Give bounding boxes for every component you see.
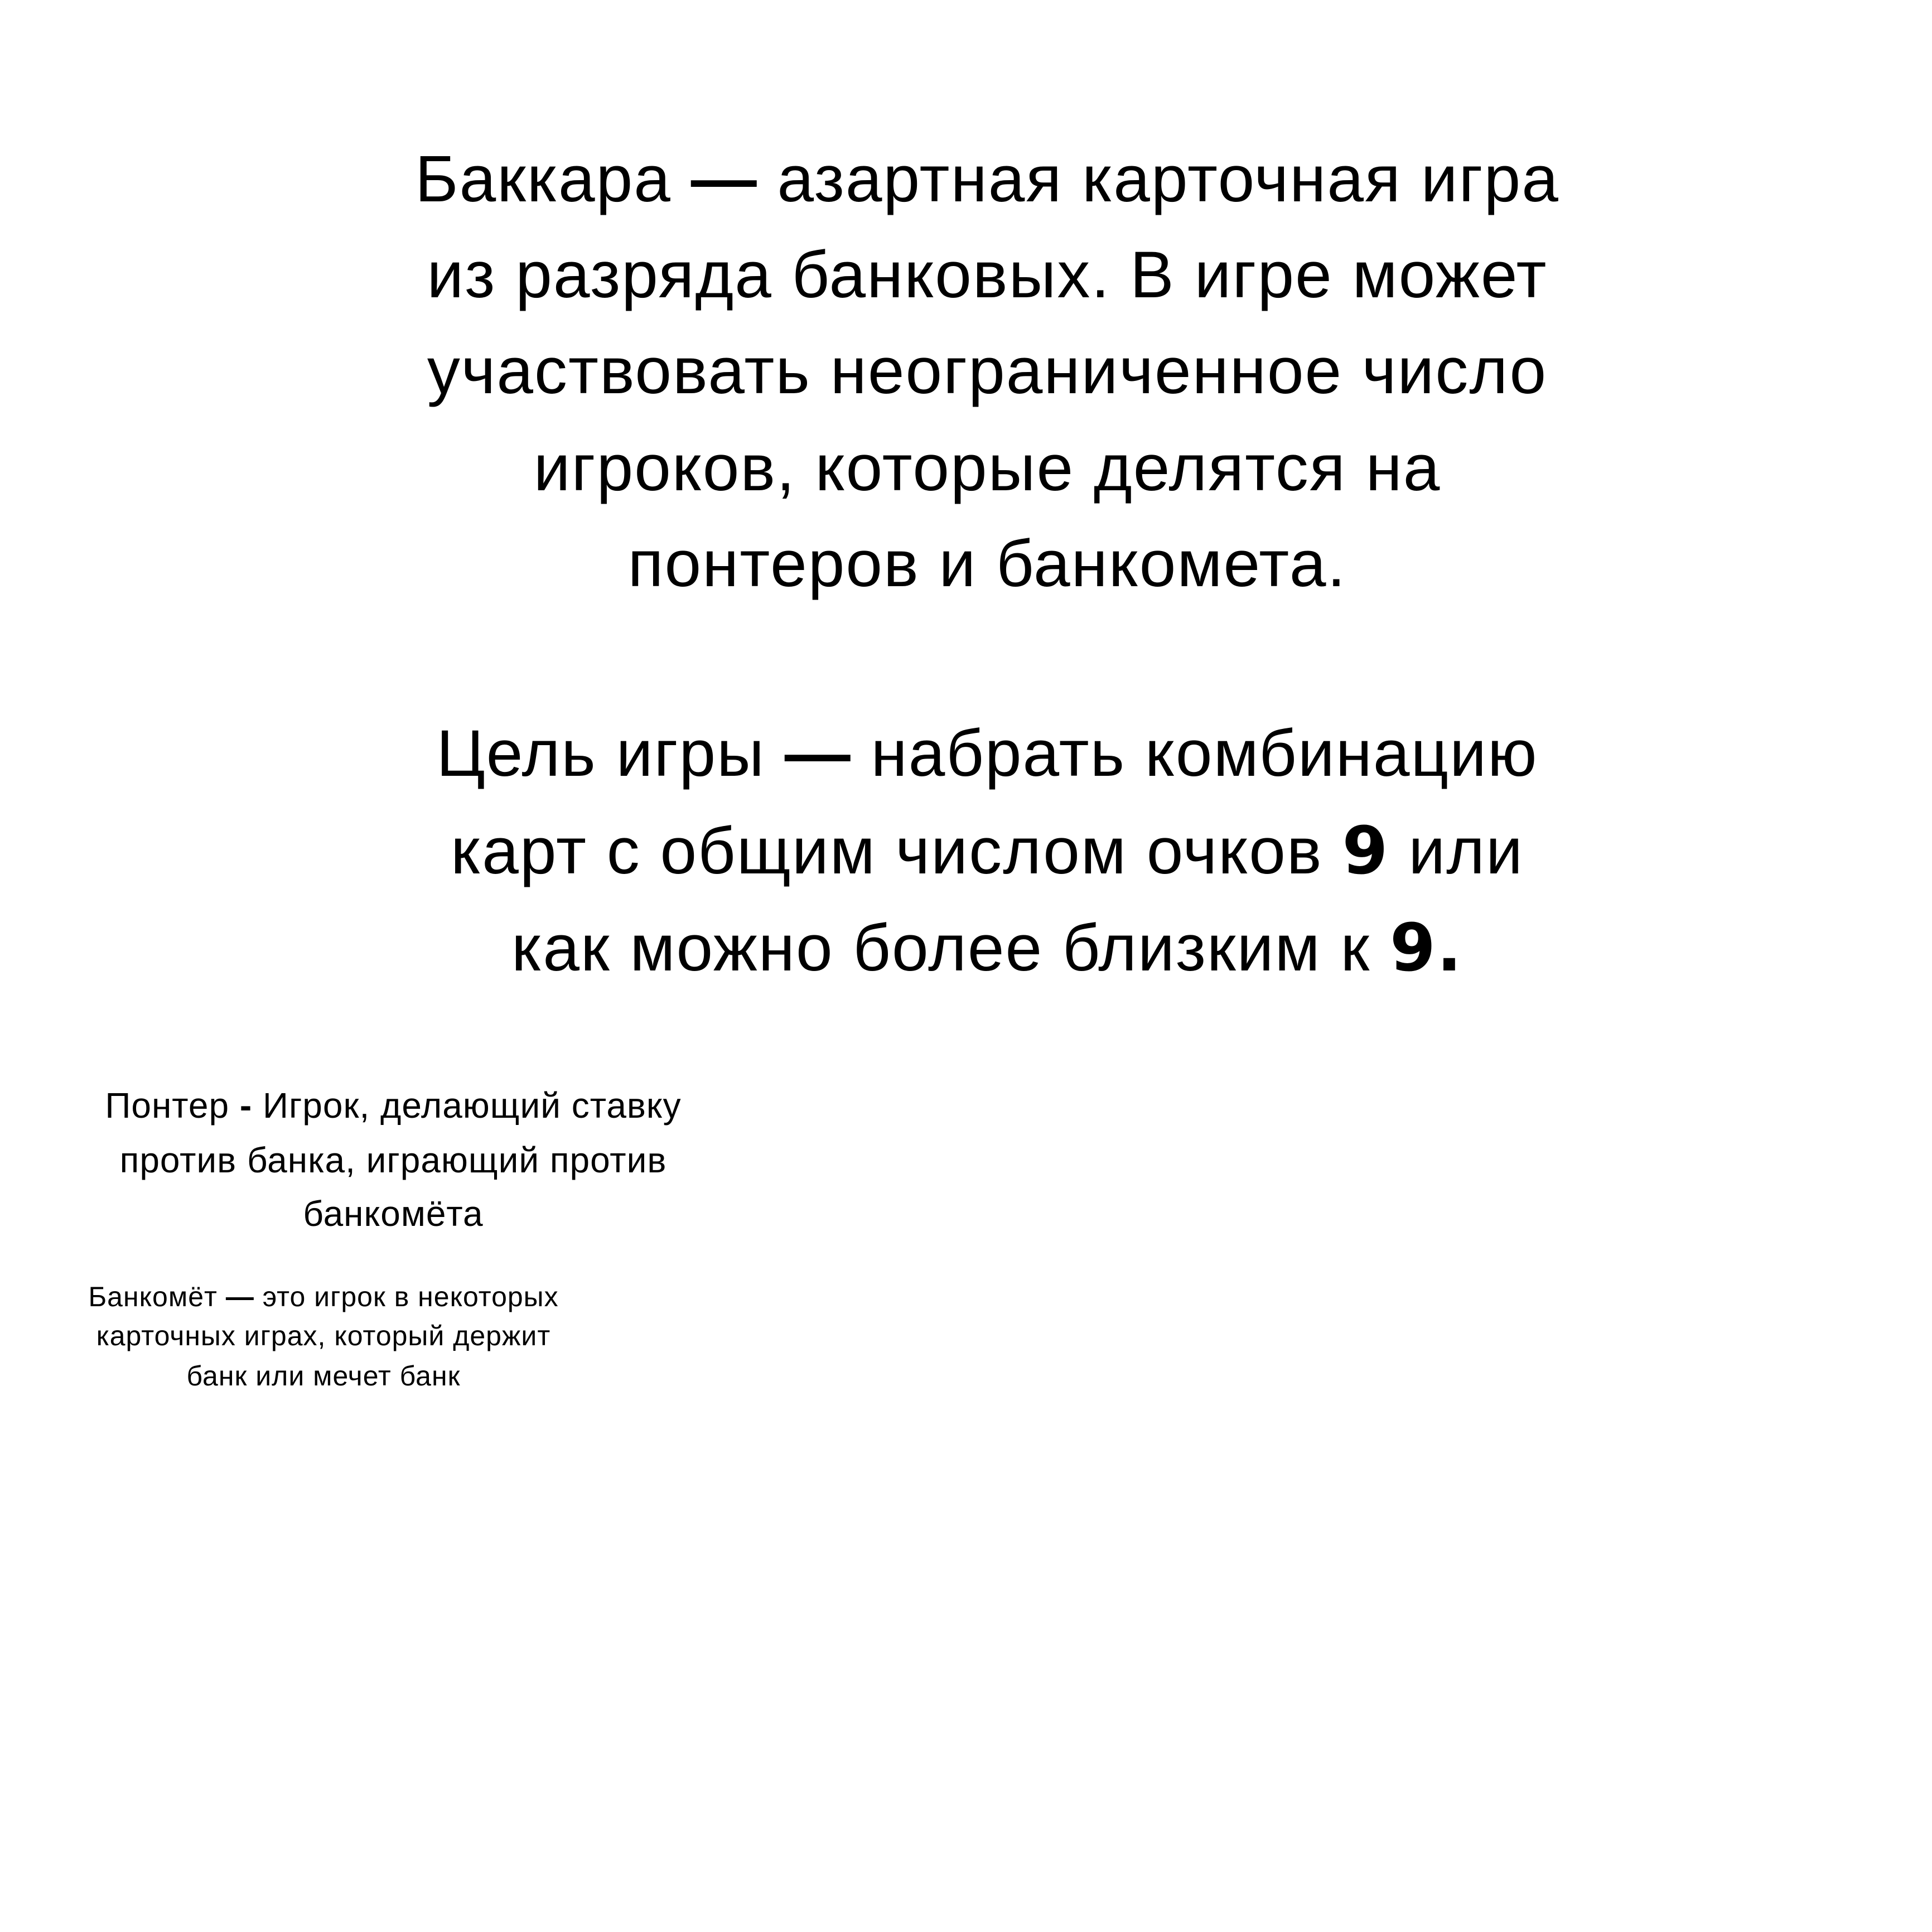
bankomet-line-2: карточных играх, который держит — [96, 1320, 551, 1351]
goal-line-3-start: как можно более близким к — [511, 911, 1390, 985]
intro-line-1 — [323, 142, 1651, 216]
em-dash: — — [690, 142, 758, 216]
goal-line-2-start: карт с общим числом очков — [451, 814, 1342, 888]
intro-line-2: из разряда банковых. В игре может — [427, 238, 1548, 312]
em-dash: — — [225, 1281, 254, 1312]
goal-line-1-start: Цель игры — [436, 717, 785, 790]
goal-line-1-end: набрать комбинацию — [851, 717, 1538, 790]
score-number: 9 — [1342, 812, 1389, 889]
ponter-line-3: банкомёта — [303, 1194, 484, 1234]
goal-line-2-end: или — [1389, 814, 1524, 888]
bankomet-term: Банкомёт — [88, 1281, 226, 1312]
ponter-line-1-end: Игрок, делающий ставку — [252, 1085, 682, 1126]
goal-line-1 — [323, 717, 1651, 790]
intro-line-3: участвовать неограниченное число — [427, 334, 1548, 408]
intro-line-4: игроков, которые делятся на — [533, 431, 1441, 505]
bankomet-line-1 — [56, 1283, 591, 1311]
ponter-line-2: против банка, играющий против — [119, 1140, 667, 1180]
hyphen: - — [239, 1085, 253, 1126]
intro-line-1-end: азартная карточная игра — [757, 142, 1559, 216]
em-dash: — — [784, 717, 852, 790]
bankomet-line-3: банк или мечет банк — [186, 1360, 461, 1392]
goal-line-3 — [323, 909, 1651, 986]
goal-line-2 — [323, 812, 1651, 889]
ponter-line-1 — [56, 1085, 731, 1126]
ponter-term: Понтер — [105, 1085, 240, 1126]
bankomet-line-1-end: это игрок в некоторых — [254, 1281, 559, 1312]
intro-line-5: понтеров и банкомета. — [627, 527, 1347, 601]
score-number: 9. — [1389, 909, 1463, 986]
intro-line-1-start: Баккара — [415, 142, 691, 216]
